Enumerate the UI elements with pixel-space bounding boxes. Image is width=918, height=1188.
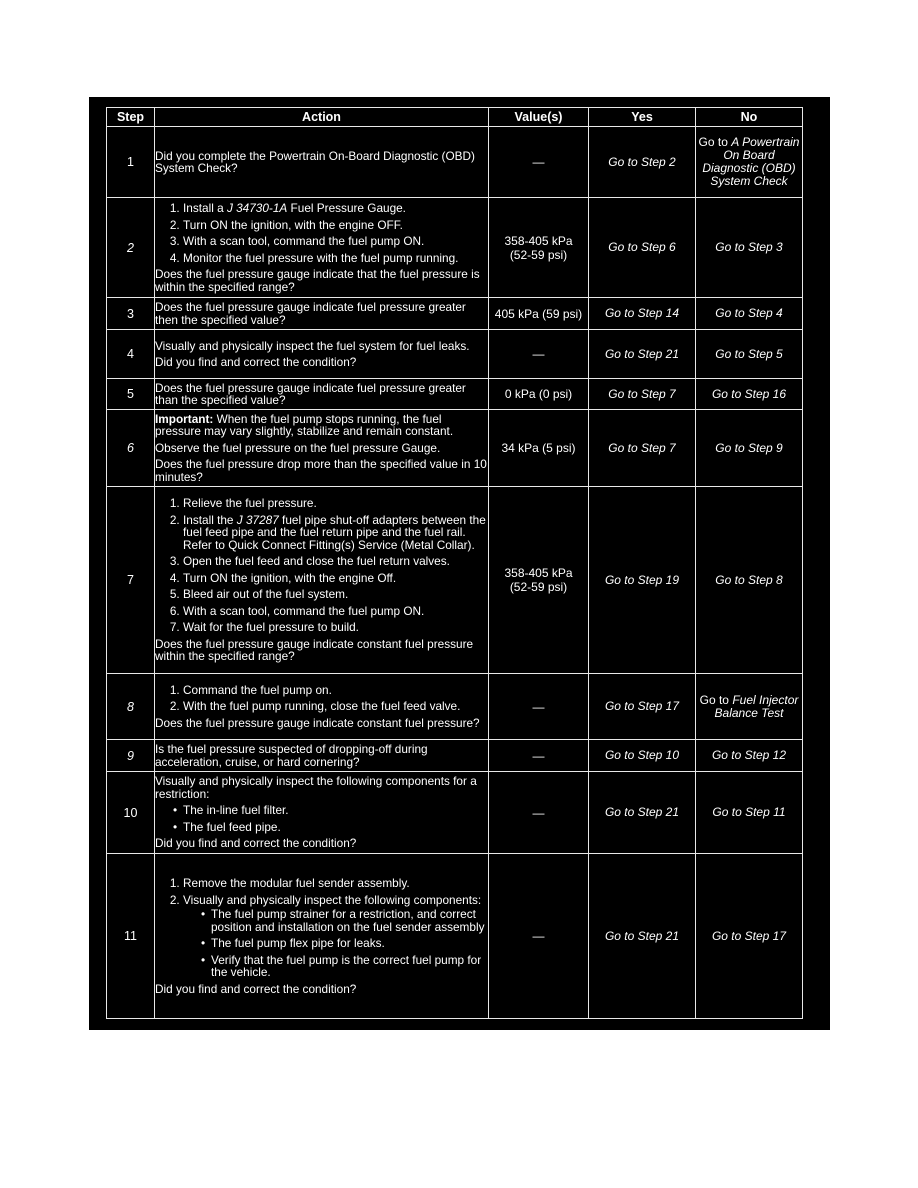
header-values: Value(s) bbox=[489, 108, 589, 127]
header-no: No bbox=[696, 108, 803, 127]
table-row-step-6 bbox=[107, 410, 803, 487]
yes-link[interactable]: Go to Step 14 bbox=[589, 298, 696, 330]
no-prefix: Go to bbox=[698, 135, 728, 149]
question: Did you find and correct the condition? bbox=[155, 355, 357, 369]
action-cell bbox=[155, 674, 489, 740]
component-item: • Verify that the fuel pump is the correct fuel pump for the vehicle. bbox=[201, 954, 488, 979]
table-row-step-10 bbox=[107, 772, 803, 854]
no-cell bbox=[696, 127, 803, 198]
question: Did you complete the Powertrain On-Board Diagnostic (OBD) System Check? bbox=[155, 148, 475, 175]
table-row-step-9 bbox=[107, 740, 803, 772]
value-cell: — bbox=[489, 330, 589, 379]
procedure-item: 3. Open the fuel feed and close the fuel return valves. bbox=[183, 555, 488, 568]
no-link[interactable]: Go to Step 3 bbox=[696, 198, 803, 298]
action-cell bbox=[155, 854, 489, 1019]
table-header-row bbox=[107, 108, 803, 127]
yes-link[interactable]: Go to Step 2 bbox=[589, 127, 696, 198]
diagnostic-table bbox=[106, 107, 803, 1019]
value-cell: — bbox=[489, 127, 589, 198]
action-cell bbox=[155, 298, 489, 330]
value-cell bbox=[489, 487, 589, 674]
step-number: 11 bbox=[107, 854, 155, 1019]
table-row-step-11 bbox=[107, 854, 803, 1019]
no-link[interactable]: Fuel Injector Balance Test bbox=[714, 692, 799, 720]
no-link[interactable]: Go to Step 4 bbox=[696, 298, 803, 330]
table-row-step-2 bbox=[107, 198, 803, 298]
value-psi: (52-59 psi) bbox=[509, 247, 568, 262]
question: Does the fuel pressure gauge indicate fuel pressure greater then the specified value? bbox=[155, 300, 466, 327]
no-link[interactable]: Go to Step 12 bbox=[696, 740, 803, 772]
step-number: 2 bbox=[107, 198, 155, 298]
procedure-item: 1. Install a J 34730-1A Fuel Pressure Gauge. bbox=[183, 202, 488, 215]
step-number: 6 bbox=[107, 410, 155, 487]
procedure-item: 7. Wait for the fuel pressure to build. bbox=[183, 621, 488, 634]
value-cell: — bbox=[489, 854, 589, 1019]
procedure-item: 2. Install the J 37287 fuel pipe shut-off adapters between the fuel feed pipe and the fuel return pipe and the fuel rail. Refer to Quick Connect Fitting(s) Service (Metal Collar). bbox=[183, 514, 488, 552]
yes-link[interactable]: Go to Step 6 bbox=[589, 198, 696, 298]
procedure-item: 2. Turn ON the ignition, with the engine OFF. bbox=[183, 219, 488, 232]
step-number: 3 bbox=[107, 298, 155, 330]
procedure-item: 1. Command the fuel pump on. bbox=[183, 684, 488, 697]
component-item: • The fuel feed pipe. bbox=[173, 821, 488, 834]
procedure-item: 5. Bleed air out of the fuel system. bbox=[183, 588, 488, 601]
action-cell bbox=[155, 740, 489, 772]
question: Is the fuel pressure suspected of dropping-off during acceleration, cruise, or hard cornering? bbox=[155, 742, 428, 769]
action-cell bbox=[155, 330, 489, 379]
procedure-item: 2. Visually and physically inspect the following components: • The fuel pump strainer for a restriction, and correct position and installation on the fuel sender assembly • The fuel pump flex pipe for leaks. • Verify that the fuel pump is the correct fuel pump for the vehicle. bbox=[183, 894, 488, 979]
question: Does the fuel pressure gauge indicate constant fuel pressure within the specified range? bbox=[155, 636, 474, 664]
component-list bbox=[183, 908, 488, 979]
table-row-step-8 bbox=[107, 674, 803, 740]
tool-number: J 37287 bbox=[236, 512, 279, 527]
table-row-step-7 bbox=[107, 487, 803, 674]
question: Did you find and correct the condition? bbox=[155, 836, 357, 851]
tool-number: J 34730-1A bbox=[226, 201, 288, 215]
action-cell bbox=[155, 198, 489, 298]
important-label: Important: bbox=[155, 411, 214, 426]
yes-link[interactable]: Go to Step 19 bbox=[589, 487, 696, 674]
action-cell bbox=[155, 772, 489, 854]
table-row-step-5 bbox=[107, 379, 803, 410]
question: Did you find and correct the condition? bbox=[155, 981, 357, 996]
procedure-list bbox=[155, 202, 488, 264]
table-row-step-1 bbox=[107, 127, 803, 198]
step-number: 1 bbox=[107, 127, 155, 198]
component-list bbox=[155, 804, 488, 833]
question: Does the fuel pressure drop more than the specified value in 10 minutes? bbox=[155, 457, 487, 484]
procedure-item: 4. Monitor the fuel pressure with the fuel pump running. bbox=[183, 252, 488, 265]
yes-link[interactable]: Go to Step 21 bbox=[589, 854, 696, 1019]
action-cell bbox=[155, 410, 489, 487]
no-link[interactable]: Go to Step 5 bbox=[696, 330, 803, 379]
no-link[interactable]: Go to Step 9 bbox=[696, 410, 803, 487]
yes-link[interactable]: Go to Step 7 bbox=[589, 379, 696, 410]
value-kpa: 358-405 kPa bbox=[504, 566, 573, 580]
question: Does the fuel pressure gauge indicate that the fuel pressure is within the specified range? bbox=[155, 267, 480, 294]
important-note: Important: When the fuel pump stops running, the fuel pressure may vary slightly, stabilize and remain constant. bbox=[155, 411, 454, 439]
instruction: Observe the fuel pressure on the fuel pressure Gauge. bbox=[155, 440, 441, 455]
procedure-list bbox=[155, 684, 488, 713]
procedure-item: 4. Turn ON the ignition, with the engine Off. bbox=[183, 572, 488, 585]
action-cell bbox=[155, 127, 489, 198]
procedure-item: 1. Remove the modular fuel sender assembly. bbox=[183, 877, 488, 890]
step-number: 10 bbox=[107, 772, 155, 854]
value-kpa: 358-405 kPa bbox=[504, 233, 573, 248]
action-cell bbox=[155, 379, 489, 410]
action-cell bbox=[155, 487, 489, 674]
component-item: • The in-line fuel filter. bbox=[173, 804, 488, 817]
procedure-list bbox=[155, 877, 488, 979]
no-prefix: Go to bbox=[699, 692, 729, 707]
component-item: • The fuel pump strainer for a restriction, and correct position and installation on the fuel sender assembly bbox=[201, 908, 488, 933]
step-number: 8 bbox=[107, 674, 155, 740]
step-number: 9 bbox=[107, 740, 155, 772]
question: Does the fuel pressure gauge indicate constant fuel pressure? bbox=[155, 715, 480, 730]
yes-link[interactable]: Go to Step 21 bbox=[589, 772, 696, 854]
no-link[interactable]: Go to Step 8 bbox=[696, 487, 803, 674]
procedure-item: 3. With a scan tool, command the fuel pump ON. bbox=[183, 235, 488, 248]
no-link[interactable]: Go to Step 16 bbox=[696, 379, 803, 410]
procedure-item: 1. Relieve the fuel pressure. bbox=[183, 497, 488, 510]
yes-link[interactable]: Go to Step 17 bbox=[589, 674, 696, 740]
value-cell: — bbox=[489, 674, 589, 740]
step-number: 5 bbox=[107, 379, 155, 410]
header-yes: Yes bbox=[589, 108, 696, 127]
question: Does the fuel pressure gauge indicate fuel pressure greater than the specified value? bbox=[155, 380, 466, 407]
no-link[interactable]: A Powertrain On Board Diagnostic (OBD) System Check bbox=[702, 135, 800, 188]
procedure-item: 2. With the fuel pump running, close the fuel feed valve. bbox=[183, 700, 488, 713]
no-link[interactable]: Go to Step 11 bbox=[696, 772, 803, 854]
header-step: Step bbox=[107, 108, 155, 127]
step-number: 7 bbox=[107, 487, 155, 674]
yes-link[interactable]: Go to Step 10 bbox=[589, 740, 696, 772]
yes-link[interactable]: Go to Step 21 bbox=[589, 330, 696, 379]
instruction: Visually and physically inspect the fuel system for fuel leaks. bbox=[155, 338, 470, 353]
no-cell bbox=[696, 674, 803, 740]
table-row-step-3 bbox=[107, 298, 803, 330]
no-link[interactable]: Go to Step 17 bbox=[696, 854, 803, 1019]
value-cell bbox=[489, 198, 589, 298]
value-cell: — bbox=[489, 772, 589, 854]
step-number: 4 bbox=[107, 330, 155, 379]
yes-link[interactable]: Go to Step 7 bbox=[589, 410, 696, 487]
instruction: Visually and physically inspect the following components for a restriction: bbox=[155, 774, 477, 801]
value-psi: (52-59 psi) bbox=[509, 580, 568, 594]
value-cell: 0 kPa (0 psi) bbox=[489, 379, 589, 410]
procedure-item: 6. With a scan tool, command the fuel pump ON. bbox=[183, 605, 488, 618]
table-row-step-4 bbox=[107, 330, 803, 379]
value-cell: — bbox=[489, 740, 589, 772]
header-action: Action bbox=[155, 108, 489, 127]
component-item: • The fuel pump flex pipe for leaks. bbox=[201, 937, 488, 950]
procedure-list bbox=[155, 497, 488, 634]
value-cell: 405 kPa (59 psi) bbox=[489, 298, 589, 330]
value-cell: 34 kPa (5 psi) bbox=[489, 410, 589, 487]
